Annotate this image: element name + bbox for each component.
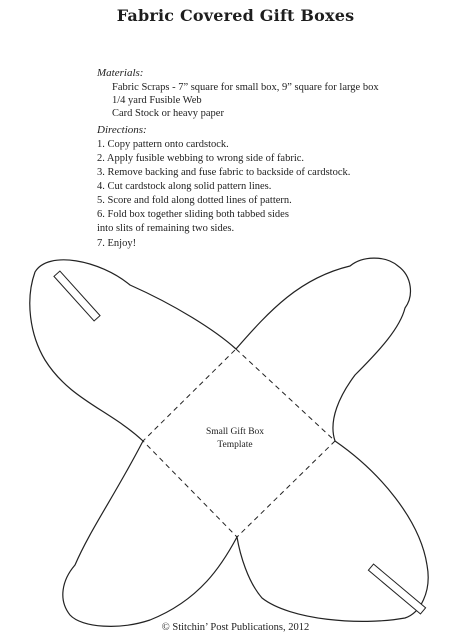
copyright-footer: © Stitchin’ Post Publications, 2012 bbox=[161, 622, 310, 633]
page-title: Fabric Covered Gift Boxes bbox=[116, 6, 355, 25]
direction-step: 1. Copy pattern onto cardstock. bbox=[97, 139, 229, 150]
template-slit-top-left bbox=[54, 271, 100, 321]
materials-item: Card Stock or heavy paper bbox=[112, 108, 224, 119]
template-slit-bottom-right bbox=[368, 564, 425, 614]
materials-item: Fabric Scraps - 7” square for small box, 9” square for large box bbox=[112, 82, 379, 93]
materials-heading: Materials: bbox=[97, 67, 144, 79]
template-label-line1: Small Gift Box bbox=[205, 427, 265, 437]
direction-step: 5. Score and fold along dotted lines of pattern. bbox=[97, 195, 292, 206]
direction-step: 7. Enjoy! bbox=[97, 238, 137, 249]
direction-step: 6. Fold box together sliding both tabbed sides bbox=[97, 209, 289, 220]
direction-step: 4. Cut cardstock along solid pattern lines. bbox=[97, 181, 272, 192]
direction-step: 2. Apply fusible webbing to wrong side of fabric. bbox=[97, 153, 305, 164]
directions-heading: Directions: bbox=[97, 124, 147, 136]
materials-item: 1/4 yard Fusible Web bbox=[112, 95, 202, 106]
direction-step: into slits of remaining two sides. bbox=[97, 223, 235, 234]
direction-step: 3. Remove backing and fuse fabric to backside of cardstock. bbox=[97, 167, 351, 178]
template-label-line2: Template bbox=[217, 440, 253, 450]
